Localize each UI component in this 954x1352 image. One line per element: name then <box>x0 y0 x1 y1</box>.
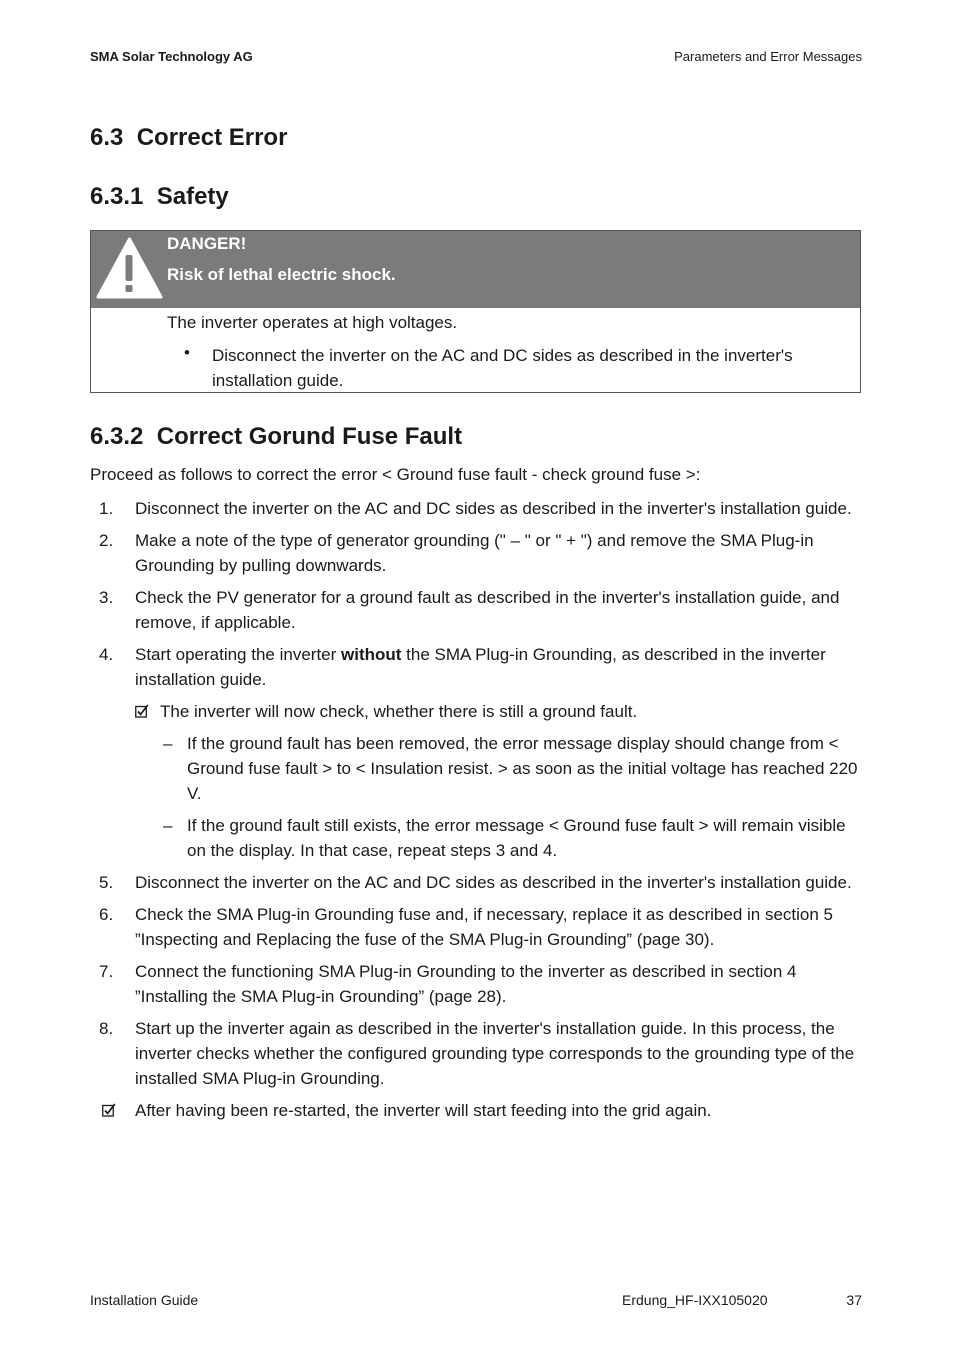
step-text: Disconnect the inverter on the AC and DC sides as described in the inverter's installation guide. <box>135 499 852 518</box>
dash-mark: – <box>163 816 173 835</box>
fuse-intro: Proceed as follows to correct the error < Ground fuse fault - check ground fuse >: <box>90 465 701 484</box>
step-1 <box>90 496 865 521</box>
checkbox-checked-icon <box>135 704 149 718</box>
header-chapter: Parameters and Error Messages <box>674 49 862 64</box>
safety-heading <box>90 183 229 211</box>
section-heading <box>90 124 287 152</box>
section-number: 6.3 <box>90 124 124 151</box>
final-result <box>90 1098 865 1123</box>
bullet-mark: • <box>184 343 190 362</box>
safety-title: Safety <box>156 183 229 210</box>
step-text: Disconnect the inverter on the AC and DC sides as described in the inverter's installation guide. <box>135 873 852 892</box>
step-4 <box>90 642 865 863</box>
step-number: 6. <box>99 905 114 924</box>
checkbox-checked-icon <box>102 1103 116 1117</box>
fuse-number: 6.3.2 <box>90 423 144 450</box>
fuse-title: Correct Gorund Fuse Fault <box>156 423 463 450</box>
step-text: Start up the inverter again as described in the inverter's installation guide. In this process, the inverter checks whether the configured grounding type corresponds to the grounding type of the installed SMA Plug-in Grounding. <box>135 1019 855 1088</box>
sub-item-text: If the ground fault has been removed, the error message display should change from < Ground fuse fault > to < Insulation resist. > as soon as the initial voltage has reached 220 V. <box>187 734 858 803</box>
header-company: SMA Solar Technology AG <box>90 49 253 64</box>
step-text-part: the SMA Plug-in Grounding, as described in the inverter installation guide. <box>135 645 826 689</box>
step-number: 8. <box>99 1019 114 1038</box>
section-title: Correct Error <box>136 124 288 151</box>
result-text: The inverter will now check, whether there is still a ground fault. <box>160 702 638 721</box>
danger-subtitle: Risk of lethal electric shock. <box>167 265 396 284</box>
danger-label: DANGER! <box>167 234 247 253</box>
dash-mark: – <box>163 734 173 753</box>
page-number: 37 <box>846 1292 862 1308</box>
danger-header <box>91 231 860 308</box>
warning-triangle-icon <box>96 237 163 299</box>
step-text: Make a note of the type of generator grounding (" – " or " + ") and remove the SMA Plug-in Grounding by pulling downwards. <box>135 531 814 575</box>
danger-text: The inverter operates at high voltages. <box>167 313 458 332</box>
step-3 <box>90 585 865 635</box>
step-number: 1. <box>99 499 114 518</box>
step-result <box>135 699 865 724</box>
step-number: 4. <box>99 645 114 664</box>
step-text: Check the PV generator for a ground fault as described in the inverter's installation guide, and remove, if applicable. <box>135 588 840 632</box>
step-number: 3. <box>99 588 114 607</box>
step-text <box>135 645 826 689</box>
footer-doc-code: Erdung_HF-IXX105020 <box>622 1292 768 1308</box>
step-text-bold: without <box>341 645 402 664</box>
sub-item-text: If the ground fault still exists, the error message < Ground fuse fault > will remain visible on the display. In that case, repeat steps 3 and 4. <box>187 816 846 860</box>
sub-item-2 <box>135 813 865 863</box>
step-text-part: Start operating the inverter <box>135 645 342 664</box>
step-5 <box>90 870 865 895</box>
step-number: 7. <box>99 962 114 981</box>
step-7 <box>90 959 865 1009</box>
fuse-heading <box>90 423 462 451</box>
step-6 <box>90 902 865 952</box>
step-text: Check the SMA Plug-in Grounding fuse and, if necessary, replace it as described in section 5 ”Inspecting and Replacing the fuse of the SMA Plug-in Grounding” (page 30). <box>135 905 834 949</box>
footer-doc-type: Installation Guide <box>90 1292 199 1308</box>
step-number: 5. <box>99 873 114 892</box>
steps-list <box>90 496 865 1123</box>
sub-item-1 <box>135 731 865 806</box>
step-2 <box>90 528 865 578</box>
step-number: 2. <box>99 531 114 550</box>
danger-box <box>90 230 861 393</box>
safety-number: 6.3.1 <box>90 183 144 210</box>
step-text: Connect the functioning SMA Plug-in Grounding to the inverter as described in section 4 ”Installing the SMA Plug-in Grounding” (page 28). <box>135 962 797 1006</box>
danger-bullet-text: Disconnect the inverter on the AC and DC sides as described in the inverter's installation guide. <box>212 346 793 390</box>
step-8 <box>90 1016 865 1091</box>
final-result-text: After having been re-started, the inverter will start feeding into the grid again. <box>135 1101 712 1120</box>
